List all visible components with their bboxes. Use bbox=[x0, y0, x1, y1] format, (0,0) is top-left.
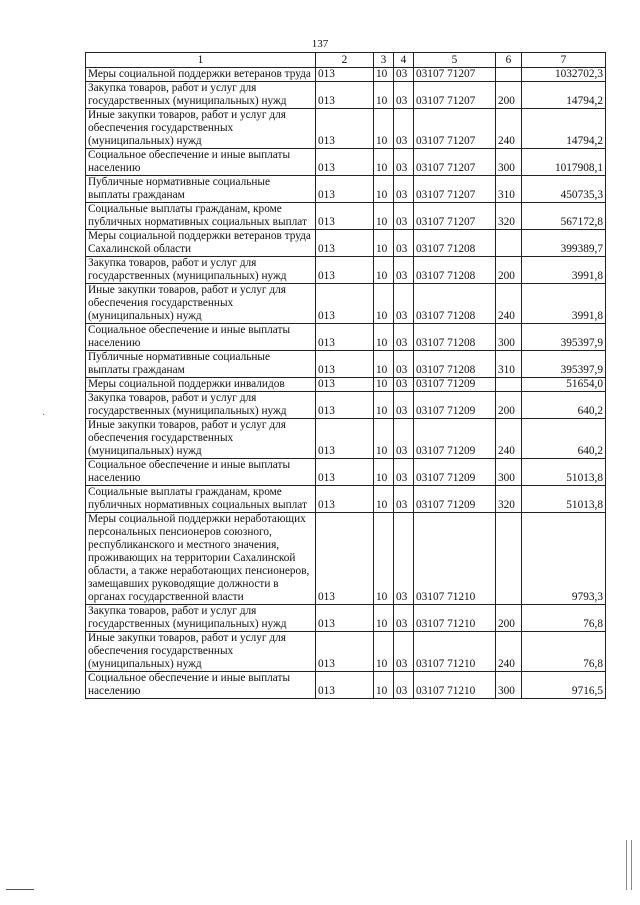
table-row bbox=[86, 149, 606, 176]
row-col-2: 013 bbox=[316, 149, 374, 176]
row-name: Социальные выплаты гражданам, кроме публичных нормативных социальных выплат bbox=[86, 203, 316, 230]
row-name: Социальное обеспечение и иные выплаты населению bbox=[86, 672, 316, 699]
row-col-6: 300 bbox=[496, 459, 522, 486]
row-col-3: 10 bbox=[374, 351, 394, 378]
row-col-2: 013 bbox=[316, 257, 374, 284]
row-col-7: 395397,9 bbox=[522, 324, 606, 351]
table-row bbox=[86, 176, 606, 203]
row-col-2: 013 bbox=[316, 68, 374, 82]
table-header bbox=[86, 53, 606, 68]
table-body bbox=[86, 68, 606, 699]
margin-dot: · bbox=[42, 410, 46, 421]
row-col-2: 013 bbox=[316, 176, 374, 203]
row-col-2: 013 bbox=[316, 459, 374, 486]
row-col-2: 013 bbox=[316, 82, 374, 109]
table-row bbox=[86, 392, 606, 419]
row-col-5: 03107 71210 bbox=[414, 672, 496, 699]
row-name: Закупка товаров, работ и услуг для государственных (муниципальных) нужд bbox=[86, 82, 316, 109]
row-col-7: 76,8 bbox=[522, 632, 606, 672]
row-col-5: 03107 71207 bbox=[414, 68, 496, 82]
row-col-3: 10 bbox=[374, 419, 394, 459]
row-col-3: 10 bbox=[374, 82, 394, 109]
row-col-2: 013 bbox=[316, 324, 374, 351]
row-name: Социальное обеспечение и иные выплаты населению bbox=[86, 459, 316, 486]
row-col-6: 310 bbox=[496, 351, 522, 378]
row-col-5: 03107 71209 bbox=[414, 378, 496, 392]
table-row bbox=[86, 351, 606, 378]
page-number: 137 bbox=[311, 38, 329, 50]
row-name: Меры социальной поддержки неработающих персональных пенсионеров союзного, республиканского и местного значения, проживающих на территории Сахалинской области, а также неработающих пенсионеров, замещавших руководящие должности в органах государственной власти bbox=[86, 513, 316, 605]
row-col-2: 013 bbox=[316, 378, 374, 392]
row-col-3: 10 bbox=[374, 257, 394, 284]
row-col-4: 03 bbox=[394, 486, 414, 513]
row-name: Меры социальной поддержки инвалидов bbox=[86, 378, 316, 392]
row-col-5: 03107 71208 bbox=[414, 284, 496, 324]
row-col-2: 013 bbox=[316, 230, 374, 257]
row-col-2: 013 bbox=[316, 632, 374, 672]
row-col-7: 3991,8 bbox=[522, 257, 606, 284]
row-col-3: 10 bbox=[374, 378, 394, 392]
row-col-2: 013 bbox=[316, 109, 374, 149]
row-col-3: 10 bbox=[374, 176, 394, 203]
row-col-4: 03 bbox=[394, 605, 414, 632]
row-col-3: 10 bbox=[374, 605, 394, 632]
row-col-3: 10 bbox=[374, 284, 394, 324]
table-row bbox=[86, 230, 606, 257]
row-col-6 bbox=[496, 513, 522, 605]
row-col-6: 320 bbox=[496, 486, 522, 513]
row-col-3: 10 bbox=[374, 459, 394, 486]
row-col-7: 3991,8 bbox=[522, 284, 606, 324]
row-col-7: 567172,8 bbox=[522, 203, 606, 230]
row-col-7: 640,2 bbox=[522, 392, 606, 419]
row-col-6 bbox=[496, 68, 522, 82]
header-col-5: 5 bbox=[414, 53, 496, 68]
row-col-5: 03107 71209 bbox=[414, 459, 496, 486]
row-col-4: 03 bbox=[394, 351, 414, 378]
row-col-2: 013 bbox=[316, 203, 374, 230]
header-col-6: 6 bbox=[496, 53, 522, 68]
row-name: Закупка товаров, работ и услуг для государственных (муниципальных) нужд bbox=[86, 257, 316, 284]
row-name: Публичные нормативные социальные выплаты гражданам bbox=[86, 176, 316, 203]
row-col-6 bbox=[496, 378, 522, 392]
row-col-3: 10 bbox=[374, 149, 394, 176]
row-col-5: 03107 71207 bbox=[414, 203, 496, 230]
row-col-6: 240 bbox=[496, 109, 522, 149]
row-col-5: 03107 71210 bbox=[414, 513, 496, 605]
row-col-5: 03107 71208 bbox=[414, 351, 496, 378]
row-col-5: 03107 71208 bbox=[414, 257, 496, 284]
row-name: Закупка товаров, работ и услуг для государственных (муниципальных) нужд bbox=[86, 605, 316, 632]
row-col-7: 9793,3 bbox=[522, 513, 606, 605]
row-col-2: 013 bbox=[316, 419, 374, 459]
row-col-4: 03 bbox=[394, 378, 414, 392]
row-col-4: 03 bbox=[394, 257, 414, 284]
row-col-2: 013 bbox=[316, 351, 374, 378]
row-col-4: 03 bbox=[394, 419, 414, 459]
row-col-3: 10 bbox=[374, 486, 394, 513]
row-col-6: 240 bbox=[496, 284, 522, 324]
row-col-4: 03 bbox=[394, 459, 414, 486]
row-col-4: 03 bbox=[394, 392, 414, 419]
row-name: Социальные выплаты гражданам, кроме публичных нормативных социальных выплат bbox=[86, 486, 316, 513]
row-col-4: 03 bbox=[394, 68, 414, 82]
row-col-4: 03 bbox=[394, 513, 414, 605]
row-col-7: 14794,2 bbox=[522, 109, 606, 149]
row-col-5: 03107 71208 bbox=[414, 230, 496, 257]
row-col-6: 200 bbox=[496, 257, 522, 284]
margin-rule bbox=[626, 840, 632, 890]
row-col-3: 10 bbox=[374, 513, 394, 605]
row-col-2: 013 bbox=[316, 284, 374, 324]
row-col-6: 240 bbox=[496, 632, 522, 672]
row-col-2: 013 bbox=[316, 392, 374, 419]
table-row bbox=[86, 82, 606, 109]
row-col-7: 1032702,3 bbox=[522, 68, 606, 82]
row-col-4: 03 bbox=[394, 284, 414, 324]
row-col-3: 10 bbox=[374, 324, 394, 351]
table-row bbox=[86, 632, 606, 672]
row-name: Закупка товаров, работ и услуг для государственных (муниципальных) нужд bbox=[86, 392, 316, 419]
header-col-3: 3 bbox=[374, 53, 394, 68]
row-name: Иные закупки товаров, работ и услуг для обеспечения государственных (муниципальных) нужд bbox=[86, 419, 316, 459]
budget-table bbox=[85, 52, 606, 699]
row-col-4: 03 bbox=[394, 672, 414, 699]
row-col-3: 10 bbox=[374, 632, 394, 672]
row-col-6: 300 bbox=[496, 149, 522, 176]
row-col-4: 03 bbox=[394, 324, 414, 351]
row-col-6: 300 bbox=[496, 324, 522, 351]
row-col-7: 51013,8 bbox=[522, 486, 606, 513]
table-row bbox=[86, 513, 606, 605]
row-col-7: 640,2 bbox=[522, 419, 606, 459]
row-col-5: 03107 71210 bbox=[414, 605, 496, 632]
row-col-3: 10 bbox=[374, 203, 394, 230]
row-name: Меры социальной поддержки ветеранов труда Сахалинской области bbox=[86, 230, 316, 257]
row-col-5: 03107 71209 bbox=[414, 486, 496, 513]
row-col-4: 03 bbox=[394, 82, 414, 109]
table-row bbox=[86, 109, 606, 149]
row-col-6: 200 bbox=[496, 82, 522, 109]
footer-rule bbox=[6, 889, 34, 890]
row-col-4: 03 bbox=[394, 149, 414, 176]
row-col-3: 10 bbox=[374, 230, 394, 257]
row-col-7: 450735,3 bbox=[522, 176, 606, 203]
row-col-5: 03107 71207 bbox=[414, 109, 496, 149]
table-row bbox=[86, 203, 606, 230]
row-col-5: 03107 71207 bbox=[414, 149, 496, 176]
row-col-6: 310 bbox=[496, 176, 522, 203]
row-name: Иные закупки товаров, работ и услуг для обеспечения государственных (муниципальных) нужд bbox=[86, 632, 316, 672]
row-col-2: 013 bbox=[316, 513, 374, 605]
table-row bbox=[86, 672, 606, 699]
table-row bbox=[86, 378, 606, 392]
row-col-7: 1017908,1 bbox=[522, 149, 606, 176]
table-row bbox=[86, 324, 606, 351]
table-row bbox=[86, 284, 606, 324]
row-col-5: 03107 71207 bbox=[414, 82, 496, 109]
table-row bbox=[86, 605, 606, 632]
row-col-6: 240 bbox=[496, 419, 522, 459]
row-name: Социальное обеспечение и иные выплаты населению bbox=[86, 149, 316, 176]
row-col-4: 03 bbox=[394, 632, 414, 672]
row-name: Иные закупки товаров, работ и услуг для обеспечения государственных (муниципальных) нужд bbox=[86, 284, 316, 324]
row-col-2: 013 bbox=[316, 486, 374, 513]
row-col-7: 399389,7 bbox=[522, 230, 606, 257]
row-name: Публичные нормативные социальные выплаты гражданам bbox=[86, 351, 316, 378]
row-col-3: 10 bbox=[374, 68, 394, 82]
row-col-6: 200 bbox=[496, 605, 522, 632]
row-col-5: 03107 71207 bbox=[414, 176, 496, 203]
row-name: Социальное обеспечение и иные выплаты населению bbox=[86, 324, 316, 351]
row-col-5: 03107 71209 bbox=[414, 419, 496, 459]
row-col-6 bbox=[496, 230, 522, 257]
row-col-3: 10 bbox=[374, 392, 394, 419]
row-col-7: 51654,0 bbox=[522, 378, 606, 392]
table-row bbox=[86, 459, 606, 486]
row-col-7: 14794,2 bbox=[522, 82, 606, 109]
table-row bbox=[86, 257, 606, 284]
row-col-6: 300 bbox=[496, 672, 522, 699]
row-col-5: 03107 71210 bbox=[414, 632, 496, 672]
header-col-7: 7 bbox=[522, 53, 606, 68]
row-col-5: 03107 71208 bbox=[414, 324, 496, 351]
row-col-4: 03 bbox=[394, 203, 414, 230]
row-name: Меры социальной поддержки ветеранов труда bbox=[86, 68, 316, 82]
row-col-4: 03 bbox=[394, 230, 414, 257]
table-row bbox=[86, 68, 606, 82]
header-col-2: 2 bbox=[316, 53, 374, 68]
row-col-7: 51013,8 bbox=[522, 459, 606, 486]
row-name: Иные закупки товаров, работ и услуг для обеспечения государственных (муниципальных) нужд bbox=[86, 109, 316, 149]
table-row bbox=[86, 419, 606, 459]
header-row bbox=[86, 53, 606, 68]
row-col-2: 013 bbox=[316, 605, 374, 632]
row-col-7: 395397,9 bbox=[522, 351, 606, 378]
row-col-3: 10 bbox=[374, 109, 394, 149]
row-col-6: 320 bbox=[496, 203, 522, 230]
row-col-5: 03107 71209 bbox=[414, 392, 496, 419]
row-col-4: 03 bbox=[394, 109, 414, 149]
row-col-4: 03 bbox=[394, 176, 414, 203]
table-row bbox=[86, 486, 606, 513]
row-col-7: 9716,5 bbox=[522, 672, 606, 699]
row-col-6: 200 bbox=[496, 392, 522, 419]
row-col-3: 10 bbox=[374, 672, 394, 699]
row-col-2: 013 bbox=[316, 672, 374, 699]
row-col-7: 76,8 bbox=[522, 605, 606, 632]
header-col-1: 1 bbox=[86, 53, 316, 68]
header-col-4: 4 bbox=[394, 53, 414, 68]
